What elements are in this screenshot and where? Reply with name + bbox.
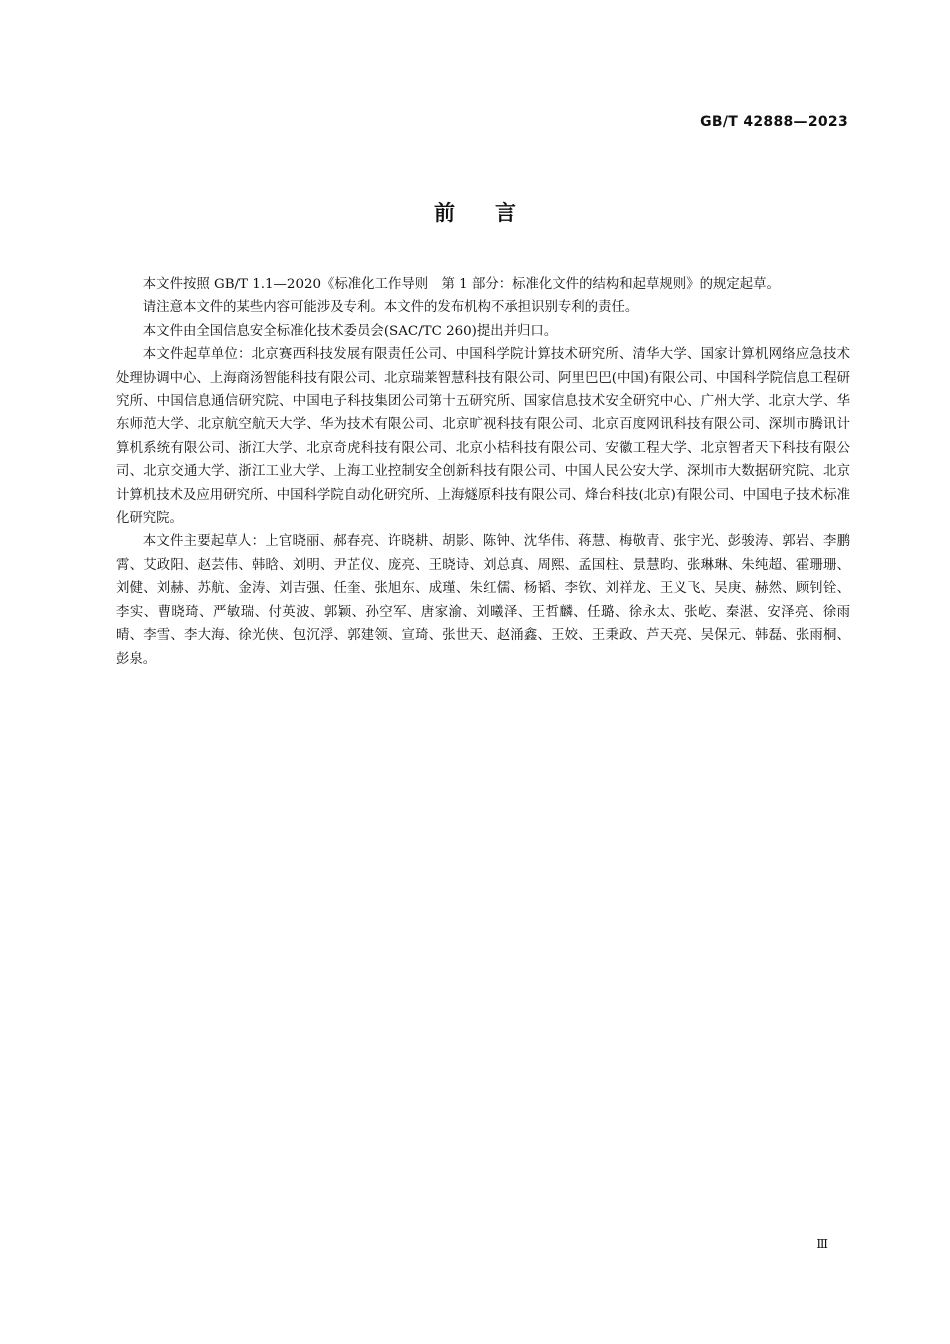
- paragraph-drafters: 本文件主要起草人：上官晓丽、郝春亮、许晓耕、胡影、陈钟、沈华伟、蒋慧、梅敬青、张宇光、彭骏涛、郭岩、李鹏霄、艾政阳、赵芸伟、韩晗、刘明、尹芷仪、庞亮、王晓诗、刘总真、周熙、孟国柱、景慧昀、张琳琳、朱纯超、霍珊珊、刘健、刘赫、苏航、金涛、刘吉强、任奎、张旭东、成瑾、朱红儒、杨韬、李钦、刘祥龙、王义飞、吴庚、赫然、顾钊铨、李实、曹晓琦、严敏瑞、付英波、郭颖、孙空军、唐家渝、刘曦泽、王哲麟、任璐、徐永太、张屹、秦湛、安泽亮、徐雨晴、李雪、李大海、徐光侠、包沉浮、郭建领、宣琦、张世天、赵涌鑫、王姣、王秉政、芦天亮、吴保元、韩磊、张雨桐、彭泉。: [116, 534, 850, 667]
- paragraph-drafting-units: 本文件起草单位：北京赛西科技发展有限责任公司、中国科学院计算技术研究所、清华大学、国家计算机网络应急技术处理协调中心、上海商汤智能科技有限公司、北京瑞莱智慧科技有限公司、阿里巴巴(中国)有限公司、中国科学院信息工程研究所、中国信息通信研究院、中国电子科技集团公司第十五研究所、国家信息技术安全研究中心、广州大学、北京大学、华东师范大学、北京航空航天大学、华为技术有限公司、北京旷视科技有限公司、北京百度网讯科技有限公司、深圳市腾讯计算机系统有限公司、浙江大学、北京奇虎科技有限公司、北京小桔科技有限公司、安徽工程大学、北京智者天下科技有限公司、北京交通大学、浙江工业大学、上海工业控制安全创新科技有限公司、中国人民公安大学、深圳市大数据研究院、北京计算机技术及应用研究所、中国科学院自动化研究所、上海燧原科技有限公司、烽台科技(北京)有限公司、中国电子技术标准化研究院。: [116, 347, 850, 527]
- paragraph-proposer: 本文件由全国信息安全标准化技术委员会(SAC/TC 260)提出并归口。: [142, 323, 558, 339]
- paragraph-drafting-rules: 本文件按照 GB/T 1.1—2020《标准化工作导则 第 1 部分：标准化文件的结构和起草规则》的规定起草。: [142, 277, 780, 292]
- document-body: [116, 273, 850, 671]
- page-title: 前言: [434, 201, 556, 225]
- paragraph-patent-notice: 请注意本文件的某些内容可能涉及专利。本文件的发布机构不承担识别专利的责任。: [142, 300, 639, 316]
- page-number: Ⅲ: [816, 1237, 828, 1251]
- standard-number: GB/T 42888—2023: [700, 114, 848, 130]
